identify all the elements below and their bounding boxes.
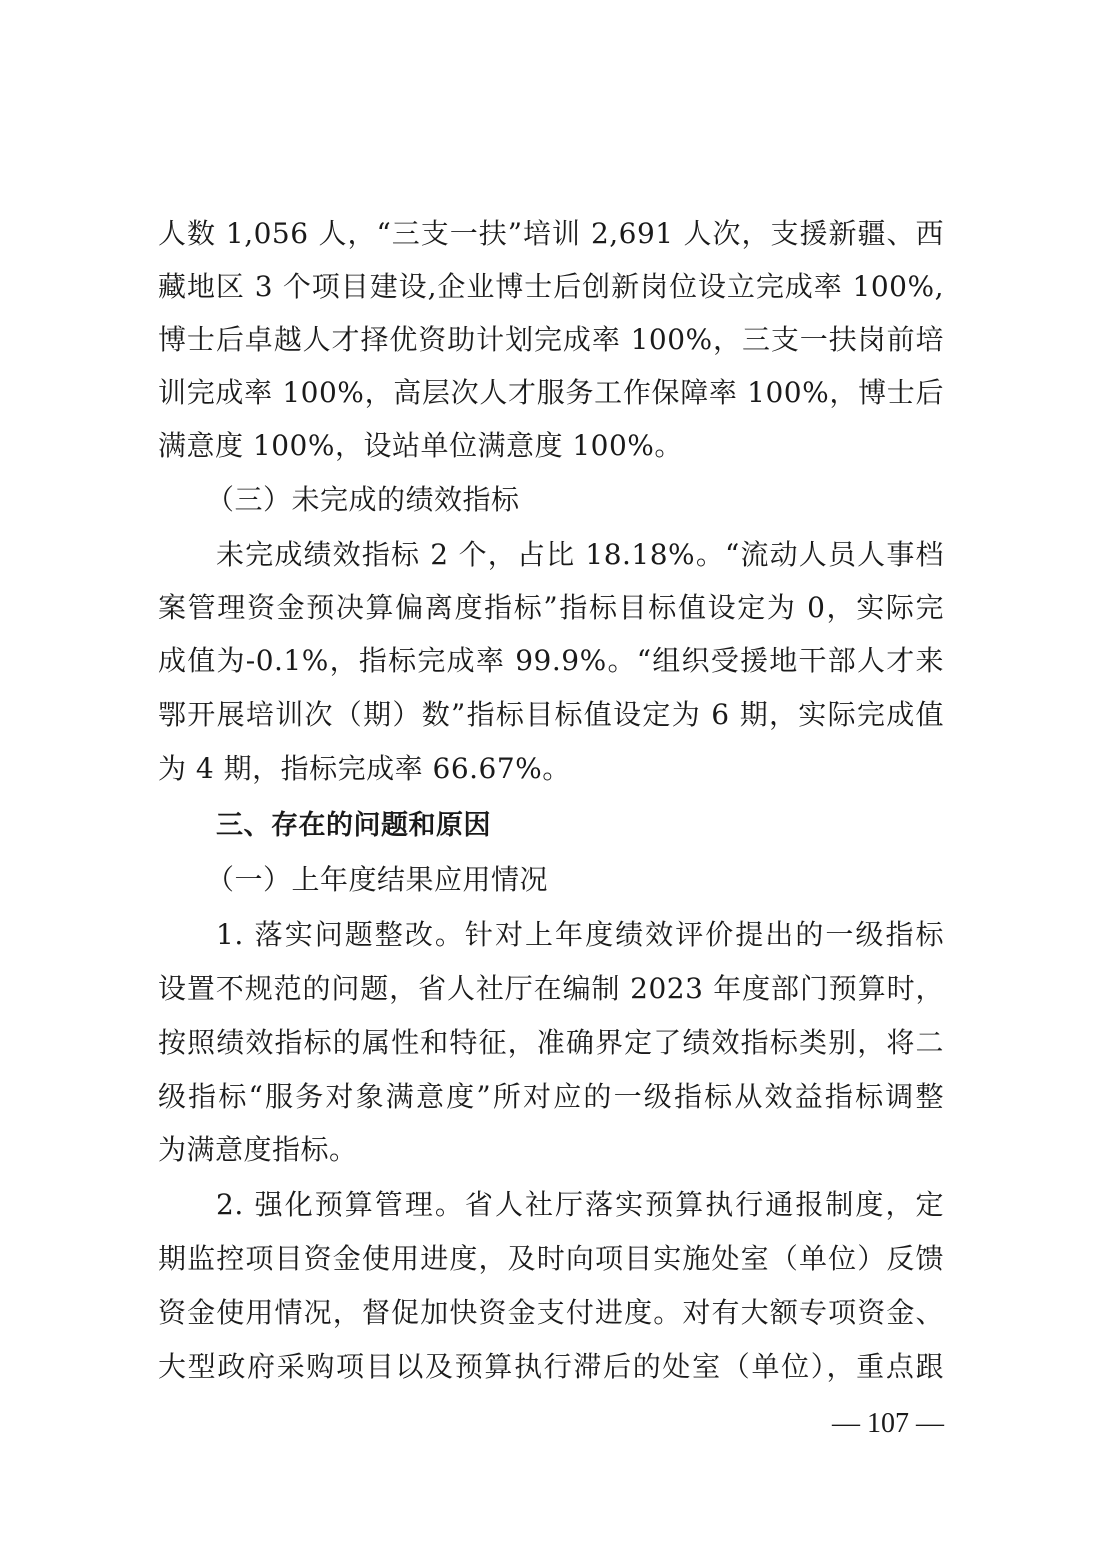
paragraph-line: 级指标“服务对象满意度”所对应的一级指标从效益指标调整 bbox=[158, 1080, 944, 1113]
paragraph-line: 训完成率 100%，高层次人才服务工作保障率 100%，博士后 bbox=[158, 376, 944, 409]
paragraph-line: 按照绩效指标的属性和特征，准确界定了绩效指标类别，将二 bbox=[158, 1026, 944, 1059]
paragraph-line: 1. 落实问题整改。针对上年度绩效评价提出的一级指标 bbox=[216, 918, 944, 951]
paragraph-line: 满意度 100%，设站单位满意度 100%。 bbox=[158, 429, 683, 462]
paragraph-line: 案管理资金预决算偏离度指标”指标目标值设定为 0，实际完 bbox=[158, 591, 944, 624]
subheading-prior-year-results: （一）上年度结果应用情况 bbox=[206, 863, 549, 896]
paragraph-line: 藏地区 3 个项目建设,企业博士后创新岗位设立完成率 100%, bbox=[158, 270, 944, 303]
section-heading-problems: 三、存在的问题和原因 bbox=[216, 810, 491, 841]
page-number: — 107 — bbox=[832, 1408, 944, 1439]
paragraph-line: 为满意度指标。 bbox=[158, 1133, 358, 1166]
paragraph-line: 鄂开展培训次（期）数”指标目标值设定为 6 期，实际完成值 bbox=[158, 698, 944, 731]
paragraph-line: 博士后卓越人才择优资助计划完成率 100%，三支一扶岗前培 bbox=[158, 323, 944, 356]
paragraph-line: 大型政府采购项目以及预算执行滞后的处室（单位），重点跟 bbox=[158, 1350, 944, 1383]
paragraph-line: 未完成绩效指标 2 个，占比 18.18%。“流动人员人事档 bbox=[216, 538, 944, 571]
paragraph-line: 人数 1,056 人，“三支一扶”培训 2,691 人次，支援新疆、西 bbox=[158, 217, 944, 250]
subheading-incomplete-indicators: （三）未完成的绩效指标 bbox=[206, 483, 520, 516]
paragraph-line: 成值为-0.1%，指标完成率 99.9%。“组织受援地干部人才来 bbox=[158, 644, 944, 677]
paragraph-line: 设置不规范的问题，省人社厅在编制 2023 年度部门预算时， bbox=[158, 972, 944, 1005]
paragraph-line: 期监控项目资金使用进度，及时向项目实施处室（单位）反馈 bbox=[158, 1242, 944, 1275]
paragraph-line: 2. 强化预算管理。省人社厅落实预算执行通报制度，定 bbox=[216, 1188, 944, 1221]
paragraph-line: 为 4 期，指标完成率 66.67%。 bbox=[158, 752, 571, 785]
paragraph-line: 资金使用情况，督促加快资金支付进度。对有大额专项资金、 bbox=[158, 1296, 944, 1329]
